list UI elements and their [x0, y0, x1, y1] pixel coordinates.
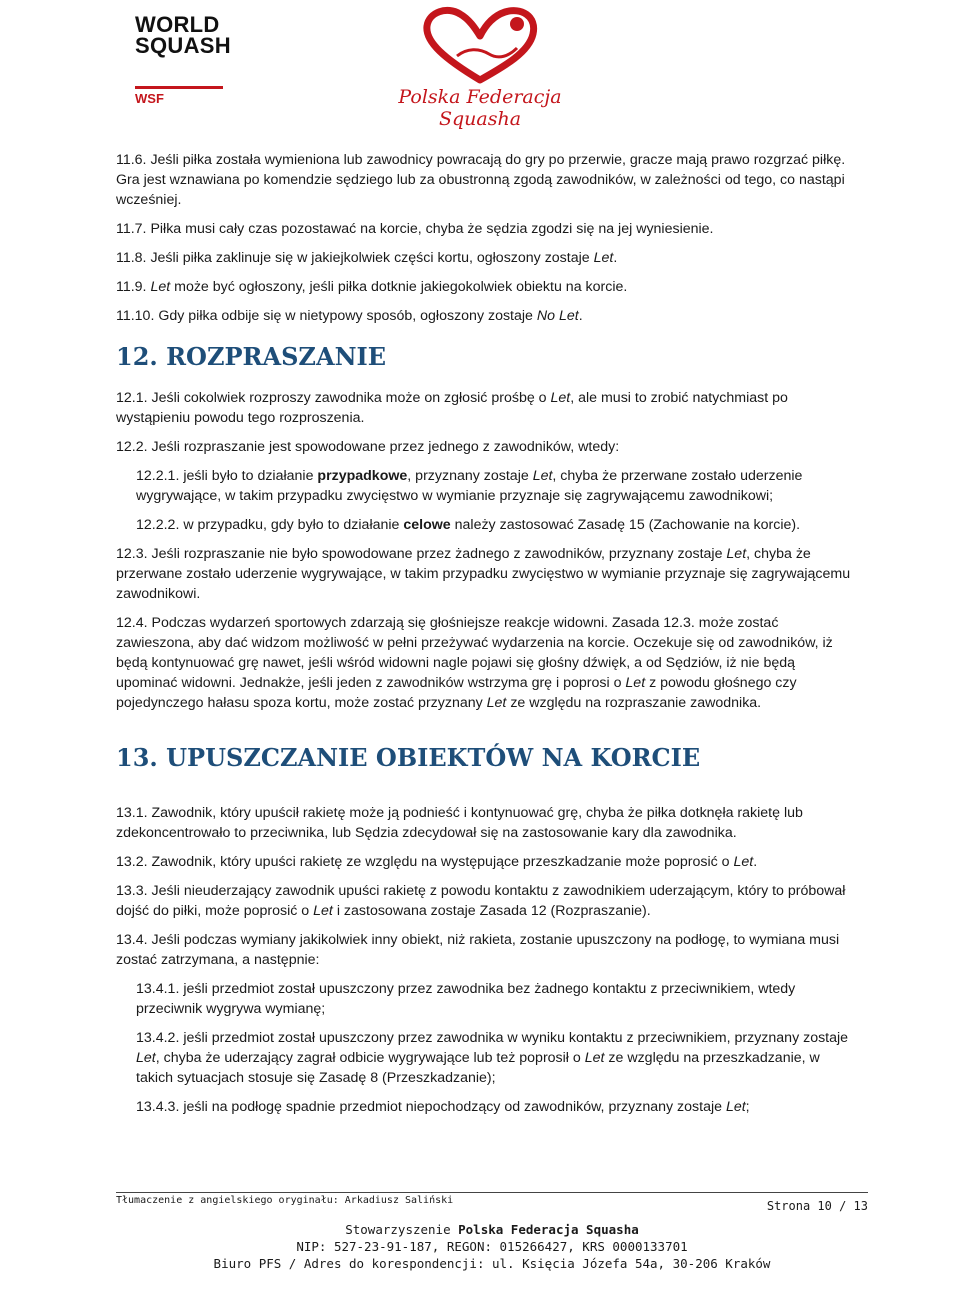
text-run: ze względu na przeszkadzanie, w takich sytuacjach stosuje się Zasadę 8 (Przeszkadzanie); — [136, 1050, 820, 1086]
wsf-logo-line1: WORLD — [135, 12, 220, 37]
paragraph-11-9 — [116, 277, 851, 297]
text-run: 11.9. — [116, 279, 151, 295]
text-run: , przyznany zostaje — [407, 468, 533, 484]
let-term: Let — [625, 675, 646, 691]
page-footer — [116, 1192, 868, 1272]
text-run: 12.2.2. w przypadku, gdy było to działanie — [136, 517, 404, 533]
let-term: Let — [532, 468, 553, 484]
paragraph-11-7: 11.7. Piłka musi cały czas pozostawać na korcie, chyba że sędzia zgodzi się na jej wyniesienie. — [116, 221, 714, 237]
paragraph-12-4 — [116, 613, 851, 713]
let-term: Let — [733, 854, 754, 870]
translator-credit: Tłumaczenie z angielskiego oryginału: Arkadiusz Saliński — [116, 1195, 454, 1206]
text-run: 12.2.1. jeśli było to działanie — [136, 468, 318, 484]
text-run: . — [753, 854, 758, 870]
world-squash-logo — [135, 12, 231, 106]
bold-term: celowe — [403, 517, 451, 533]
let-term: Let — [593, 250, 614, 266]
page-number: Strona 10 / 13 — [766, 1199, 868, 1213]
footer-address — [116, 1221, 868, 1272]
paragraph-13-4: 13.4. Jeśli podczas wymiany jakikolwiek inny obiekt, niż rakieta, zostanie upuszczony na podłogę, to wymiana musi zostać zatrzymana, a następnie: — [116, 932, 840, 968]
let-term: Let — [150, 279, 171, 295]
paragraph-12-2-1 — [116, 466, 851, 506]
text-run: i zastosowana zostaje Zasada 12 (Rozpraszanie). — [332, 903, 651, 919]
let-term: Let — [726, 546, 747, 562]
text-run: 13.3. Jeśli nieuderzający zawodnik upuści rakietę z powodu kontaktu z zawodnikiem uderzającym, który to próbował dojść do piłki, może poprosić o — [116, 883, 846, 919]
wsf-logo-abbr: WSF — [135, 91, 164, 106]
pfs-logo-text: Polska Federacja Squasha — [398, 86, 562, 130]
let-term: Let — [486, 695, 507, 711]
paragraph-13-4-1: 13.4.1. jeśli przedmiot został upuszczony przez zawodnika bez żadnego kontaktu z przeciwnikiem, wtedy przeciwnik wygrywa wymianę; — [136, 981, 796, 1017]
heading-13: 13. UPUSZCZANIE OBIEKTÓW NA KORCIE — [116, 743, 701, 772]
footer-org-name: Polska Federacja Squasha — [458, 1222, 639, 1237]
footer-org-prefix: Stowarzyszenie — [345, 1222, 459, 1237]
let-term: Let — [725, 1099, 746, 1115]
text-run: 11.8. Jeśli piłka zaklinuje się w jakiejkolwiek części kortu, ogłoszony zostaje — [116, 250, 594, 266]
heading-12: 12. ROZPRASZANIE — [116, 342, 387, 371]
paragraph-13-3 — [116, 881, 851, 921]
let-term: Let — [136, 1050, 156, 1066]
text-run: 13.2. Zawodnik, który upuści rakietę ze względu na występujące przeszkadzanie może poprosić o — [116, 854, 734, 870]
footer-line2: NIP: 527-23-91-187, REGON: 015266427, KRS 0000133701 — [296, 1239, 688, 1254]
pfs-logo — [365, 4, 595, 130]
paragraph-13-4-3 — [116, 1097, 851, 1117]
let-term: Let — [550, 390, 571, 406]
page-header — [0, 0, 960, 130]
footer-row — [116, 1193, 868, 1213]
paragraph-13-2 — [116, 852, 851, 872]
text-run: 13.4.2. jeśli przedmiot został upuszczony przez zawodnika w wyniku kontaktu z przeciwnikiem, przyznany zostaje — [136, 1030, 849, 1046]
let-term: Let — [313, 903, 333, 919]
text-run: należy zastosować Zasadę 15 (Zachowanie na korcie). — [450, 517, 801, 533]
footer-line3: Biuro PFS / Adres do korespondencji: ul. Księcia Józefa 54a, 30-206 Kraków — [213, 1256, 771, 1271]
text-run: ze względu na rozpraszanie zawodnika. — [506, 695, 762, 711]
wsf-logo-bar — [135, 86, 223, 89]
bold-term: przypadkowe — [317, 468, 408, 484]
text-run: , chyba że przerwane zostało uderzenie wygrywające, w takim przypadku zwycięstwo w wymianie przyznaje się zagrywającemu zawodnikowi; — [136, 468, 803, 504]
text-run: 13.4.3. jeśli na podłogę spadnie przedmiot niepochodzący od zawodników, przyznany zostaje — [136, 1099, 726, 1115]
paragraph-11-6: 11.6. Jeśli piłka została wymieniona lub zawodnicy powracają do gry po przerwie, gracze mają prawo rozgrzać piłkę. Gra jest wznawiana po komendzie sędziego lub za obustronną zgodą zawodników, w zależności od tego, co nastąpi wcześniej. — [116, 152, 846, 208]
paragraph-12-3 — [116, 544, 851, 604]
text-run: 12.1. Jeśli cokolwiek rozproszy zawodnika może on zgłosić prośbę o — [116, 390, 551, 406]
no-let-term: No Let — [536, 308, 579, 324]
let-term: Let — [584, 1050, 605, 1066]
text-run: . — [578, 308, 583, 324]
text-run: , chyba że uderzający zagrał odbicie wygrywające lub też poprosił o — [155, 1050, 585, 1066]
pfs-heart-icon — [405, 4, 555, 86]
paragraph-12-1 — [116, 388, 851, 428]
paragraph-13-4-2 — [116, 1028, 851, 1088]
text-run: 11.10. Gdy piłka odbije się w nietypowy sposób, ogłoszony zostaje — [116, 308, 537, 324]
text-run: , chyba że przerwane zostało uderzenie wygrywające, w takim przypadku zwycięstwo w wymianie przyznaje się zagrywającemu zawodnikowi. — [116, 546, 851, 602]
paragraph-11-8 — [116, 248, 851, 268]
document-body — [116, 150, 851, 1126]
wsf-logo-line2: SQUASH — [135, 33, 231, 58]
text-run: . — [613, 250, 618, 266]
text-run: 12.3. Jeśli rozpraszanie nie było spowodowane przez żadnego z zawodników, przyznany zostaje — [116, 546, 727, 562]
paragraph-12-2-2 — [116, 515, 851, 535]
text-run: z powodu głośnego czy pojedynczego hałasu spoza kortu, może zostać przyznany — [116, 675, 797, 711]
text-run: 12.4. Podczas wydarzeń sportowych zdarzają się głośniejsze reakcje widowni. Zasada 12.3. może zostać zawieszona, aby dać widzom możliwość w pełni przeżywać wydarzenia na korcie. Oczekuje się od zawodników, iż będą kontynuować grę nawet, jeśli wśród widowni nagle pojawi się głośny dźwięk, a od Sędziów, iż nie będą upominać widowni. Jednakże, jeśli jeden z zawodników wstrzyma grę i poprosi o — [116, 615, 833, 691]
paragraph-13-1: 13.1. Zawodnik, który upuścił rakietę może ją podnieść i kontynuować grę, chyba że piłka dotknęła rakietę lub zdekoncentrowało to przeciwnika, lub Sędzia zdecydował się na zastosowanie kary dla zawodnika. — [116, 805, 803, 841]
paragraph-11-10 — [116, 306, 851, 326]
footer-line1 — [116, 1221, 868, 1238]
text-run: , ale musi to zrobić natychmiast po wystąpieniu powodu tego rozproszenia. — [116, 390, 788, 426]
text-run: może być ogłoszony, jeśli piłka dotknie jakiegokolwiek obiektu na korcie. — [170, 279, 628, 295]
paragraph-12-2: 12.2. Jeśli rozpraszanie jest spowodowane przez jednego z zawodników, wtedy: — [116, 439, 620, 455]
text-run: ; — [745, 1099, 750, 1115]
